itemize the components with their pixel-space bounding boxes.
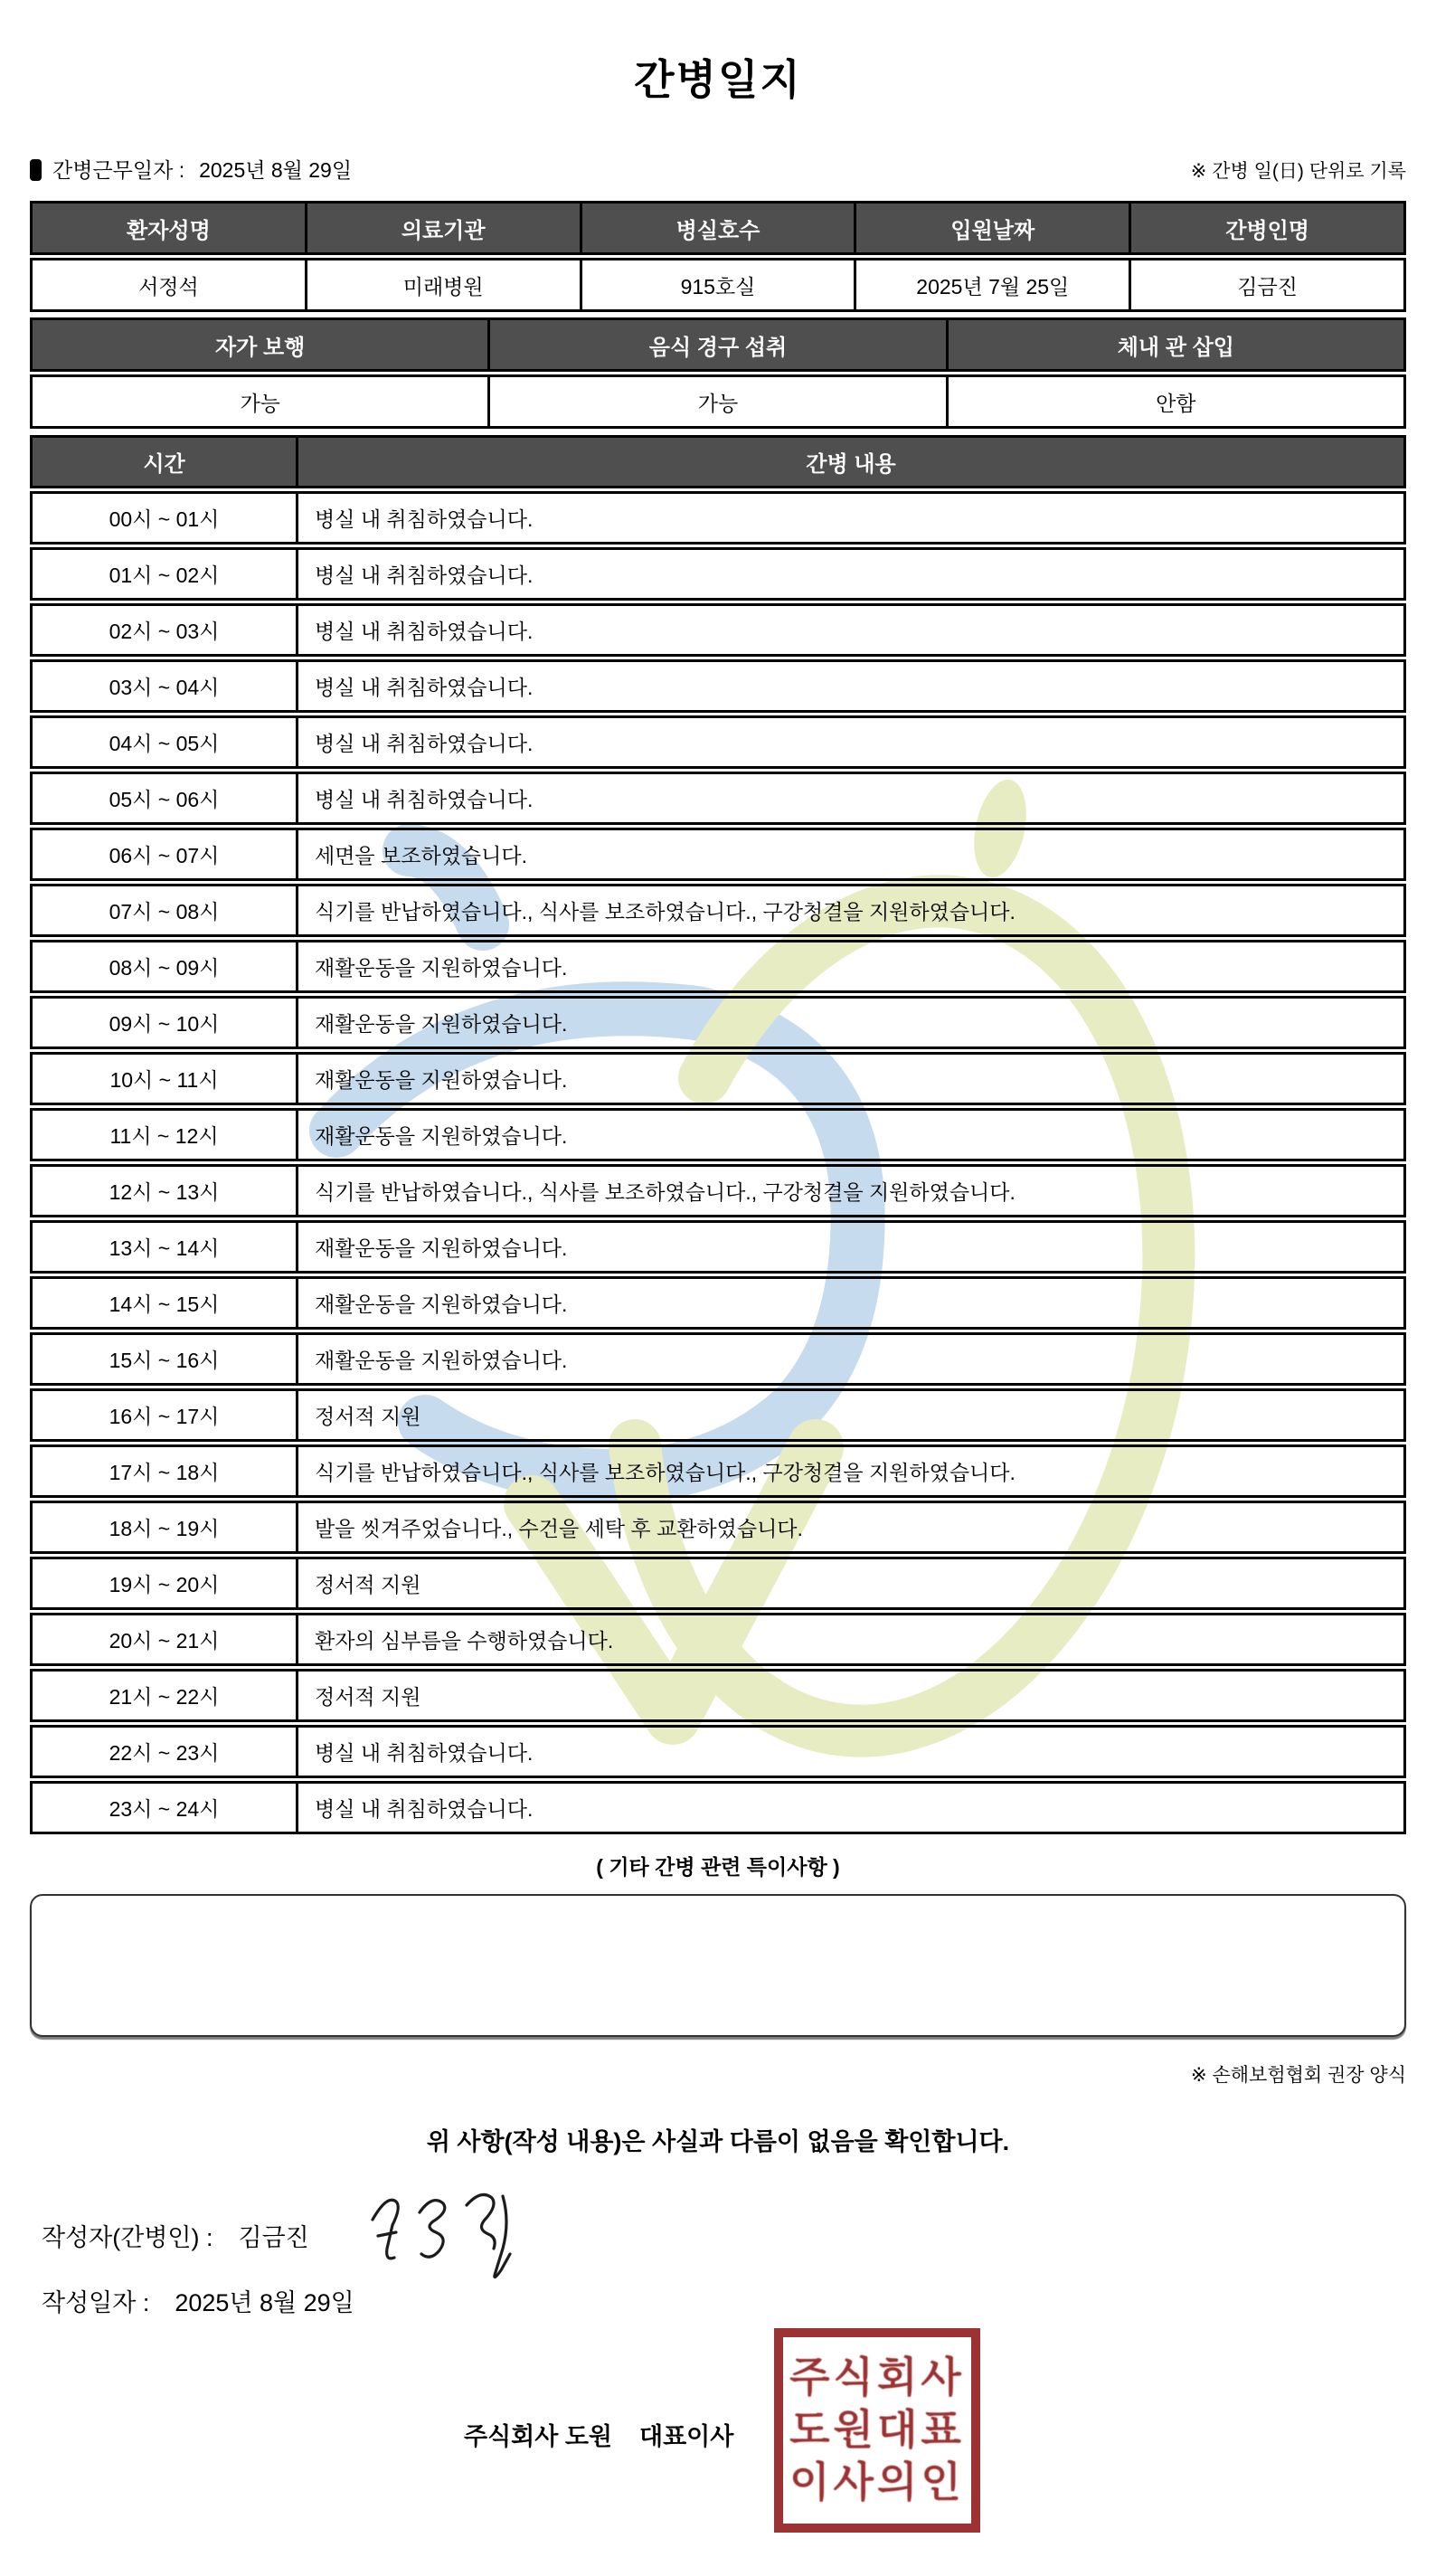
log-content-cell: 식기를 반납하였습니다., 식사를 보조하였습니다., 구강청결을 지원하였습니다. — [315, 900, 1016, 923]
log-time-cell: 10시 ~ 11시 — [33, 1055, 298, 1103]
log-row — [30, 1613, 1406, 1666]
work-date-line — [30, 154, 352, 184]
log-content-cell: 병실 내 취침하였습니다. — [315, 788, 534, 811]
log-content-cell: 식기를 반납하였습니다., 식사를 보조하였습니다., 구강청결을 지원하였습니다. — [315, 1180, 1016, 1204]
log-time-cell: 04시 ~ 05시 — [33, 718, 298, 766]
status-value-cell: 가능 — [490, 377, 948, 426]
log-content-cell: 세면을 보조하였습니다. — [315, 844, 527, 867]
written-date-label: 작성일자 : — [42, 2289, 150, 2316]
company-seal-stamp — [774, 2328, 980, 2533]
log-time-cell: 22시 ~ 23시 — [33, 1728, 298, 1776]
square-bullet-icon — [30, 159, 42, 181]
log-content-cell: 재활운동을 지원하였습니다. — [315, 1236, 568, 1260]
log-row — [30, 772, 1406, 825]
written-date-line — [42, 2283, 354, 2318]
log-row — [30, 1164, 1406, 1217]
log-time-cell: 17시 ~ 18시 — [33, 1447, 298, 1495]
log-content-cell: 재활운동을 지원하였습니다. — [315, 956, 568, 980]
patient-header-row — [30, 201, 1406, 255]
log-content-cell: 병실 내 취침하였습니다. — [315, 1741, 534, 1765]
patient-header-cell: 환자성명 — [33, 204, 307, 252]
log-time-cell: 06시 ~ 07시 — [33, 830, 298, 878]
patient-value-cell: 김금진 — [1237, 274, 1298, 298]
log-content-cell: 정서적 지원 — [315, 1685, 421, 1709]
log-row — [30, 1669, 1406, 1722]
log-row — [30, 1501, 1406, 1554]
log-rows — [30, 491, 1406, 1834]
log-content-cell: 병실 내 취침하였습니다. — [315, 507, 534, 531]
log-content-cell: 재활운동을 지원하였습니다. — [315, 1012, 568, 1036]
log-time-cell: 23시 ~ 24시 — [33, 1784, 298, 1832]
log-time-cell: 08시 ~ 09시 — [33, 942, 298, 990]
log-time-cell: 02시 ~ 03시 — [33, 606, 298, 654]
log-row — [30, 547, 1406, 601]
work-date-label: 간병근무일자 : — [52, 158, 185, 182]
written-date-value: 2025년 8월 29일 — [175, 2289, 354, 2316]
log-row — [30, 1781, 1406, 1834]
log-content-cell: 재활운동을 지원하였습니다. — [315, 1124, 568, 1148]
writer-line — [42, 2218, 309, 2253]
log-row — [30, 828, 1406, 881]
status-header-row — [30, 317, 1406, 372]
log-row — [30, 603, 1406, 657]
status-value-cell: 가능 — [33, 377, 490, 426]
patient-value-row — [30, 258, 1406, 312]
unit-note: ※ 간병 일(日) 단위로 기록 — [1190, 161, 1406, 182]
patient-header-cell: 간병인명 — [1225, 218, 1309, 243]
log-content-cell: 재활운동을 지원하였습니다. — [315, 1068, 568, 1092]
log-time-cell: 13시 ~ 14시 — [33, 1223, 298, 1271]
status-value-cell: 안함 — [1156, 391, 1196, 415]
log-time-cell: 09시 ~ 10시 — [33, 999, 298, 1046]
log-content-cell: 병실 내 취침하였습니다. — [315, 620, 534, 643]
log-content-cell: 병실 내 취침하였습니다. — [315, 676, 534, 699]
log-row — [30, 996, 1406, 1049]
confirmation-statement: 위 사항(작성 내용)은 사실과 다름이 없음을 확인합니다. — [426, 2128, 1010, 2155]
content-header-cell: 간병 내용 — [806, 452, 896, 477]
log-time-cell: 14시 ~ 15시 — [33, 1279, 298, 1327]
log-time-cell: 07시 ~ 08시 — [33, 886, 298, 934]
log-time-cell: 16시 ~ 17시 — [33, 1391, 298, 1439]
log-time-cell: 00시 ~ 01시 — [33, 494, 298, 542]
log-content-cell: 환자의 심부름을 수행하였습니다. — [315, 1629, 614, 1653]
log-row — [30, 1108, 1406, 1161]
log-time-cell: 19시 ~ 20시 — [33, 1559, 298, 1607]
patient-value-cell: 서정석 — [33, 260, 307, 309]
log-row — [30, 1388, 1406, 1442]
patient-value-cell: 미래병원 — [307, 260, 582, 309]
log-content-cell: 식기를 반납하였습니다., 식사를 보조하였습니다., 구강청결을 지원하였습니다. — [315, 1461, 1016, 1484]
log-time-cell: 01시 ~ 02시 — [33, 550, 298, 598]
log-content-cell: 정서적 지원 — [315, 1405, 421, 1428]
patient-header-cell: 입원날짜 — [856, 204, 1131, 252]
log-row — [30, 884, 1406, 937]
patient-header-cell: 병실호수 — [582, 204, 857, 252]
log-content-cell: 병실 내 취침하였습니다. — [315, 732, 534, 755]
log-time-cell: 12시 ~ 13시 — [33, 1167, 298, 1215]
log-content-cell: 정서적 지원 — [315, 1573, 421, 1596]
log-time-cell: 05시 ~ 06시 — [33, 774, 298, 822]
log-time-cell: 21시 ~ 22시 — [33, 1672, 298, 1719]
log-row — [30, 1052, 1406, 1105]
time-header-cell: 시간 — [33, 438, 298, 486]
log-time-cell: 11시 ~ 12시 — [33, 1111, 298, 1159]
log-time-cell: 20시 ~ 21시 — [33, 1615, 298, 1663]
info-line — [30, 154, 1406, 184]
log-header-row — [30, 435, 1406, 488]
notes-box — [30, 1894, 1406, 2037]
log-row — [30, 1220, 1406, 1274]
work-date-value: 2025년 8월 29일 — [199, 158, 353, 182]
status-header-cell: 음식 경구 섭취 — [490, 320, 948, 369]
patient-value-cell: 915호실 — [582, 260, 857, 309]
log-row — [30, 1444, 1406, 1498]
log-content-cell: 병실 내 취침하였습니다. — [315, 1797, 534, 1821]
log-row — [30, 1725, 1406, 1778]
log-content-cell: 병실 내 취침하였습니다. — [315, 564, 534, 587]
care-log-table — [30, 435, 1406, 1837]
status-header-cell: 체내 관 삽입 — [1117, 335, 1234, 360]
log-time-cell: 15시 ~ 16시 — [33, 1335, 298, 1383]
log-content-cell: 재활운동을 지원하였습니다. — [315, 1349, 568, 1372]
writer-name: 김금진 — [238, 2224, 309, 2251]
log-row — [30, 659, 1406, 713]
patient-value-cell: 2025년 7월 25일 — [856, 260, 1131, 309]
log-time-cell: 03시 ~ 04시 — [33, 662, 298, 710]
signature-handwriting — [360, 2178, 523, 2296]
log-row — [30, 491, 1406, 545]
log-row — [30, 1557, 1406, 1610]
patient-header-cell: 의료기관 — [307, 204, 582, 252]
log-row — [30, 715, 1406, 769]
log-content-cell: 발을 씻겨주었습니다., 수건을 세탁 후 교환하였습니다. — [315, 1517, 803, 1540]
patient-info-table — [30, 201, 1406, 315]
stamp-text-row: 주식회사 — [789, 2353, 965, 2401]
log-time-cell: 18시 ~ 19시 — [33, 1503, 298, 1551]
log-content-cell: 재활운동을 지원하였습니다. — [315, 1293, 568, 1316]
notes-heading: ( 기타 간병 관련 특이사항 ) — [596, 1855, 840, 1879]
log-row — [30, 1332, 1406, 1386]
form-note: ※ 손해보험협회 권장 양식 — [1191, 2065, 1406, 2086]
writer-label: 작성자(간병인) : — [42, 2224, 213, 2251]
page-title: 간병일지 — [634, 56, 802, 103]
patient-status-table — [30, 317, 1406, 431]
stamp-text-row: 이사의인 — [789, 2458, 965, 2505]
status-header-cell: 자가 보행 — [33, 320, 490, 369]
status-value-row — [30, 374, 1406, 429]
log-row — [30, 1276, 1406, 1330]
log-row — [30, 940, 1406, 993]
stamp-text-row: 도원대표 — [789, 2406, 965, 2454]
company-ceo-line: 주식회사 도원 대표이사 — [464, 2423, 734, 2450]
